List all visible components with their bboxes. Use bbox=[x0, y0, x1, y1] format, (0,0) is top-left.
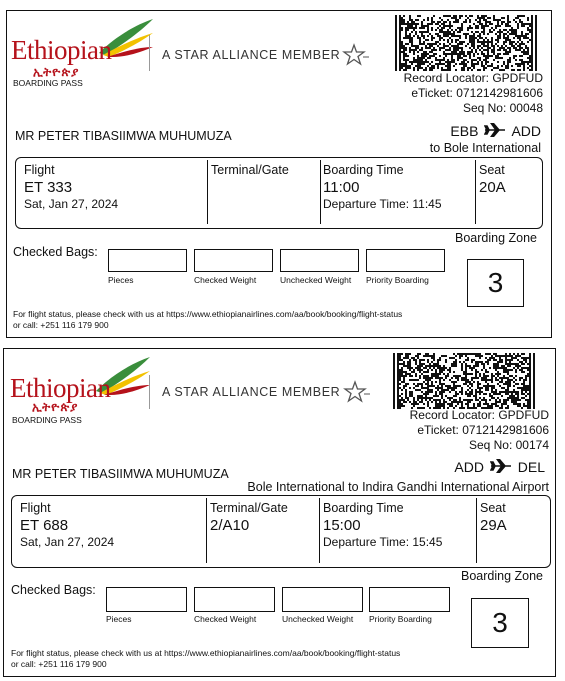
separator bbox=[320, 160, 321, 224]
bag-unchecked-weight-field bbox=[282, 587, 363, 612]
flight-label: Flight bbox=[20, 501, 51, 515]
bag-field-label: Priority Boarding bbox=[369, 614, 432, 624]
flight-status-note: For flight status, please check with us at https://www.ethiopianairlines.com/aa/book/booking/flight-status bbox=[13, 309, 403, 319]
airplane-icon bbox=[484, 123, 506, 137]
bag-field-label: Unchecked Weight bbox=[282, 614, 354, 624]
eticket-number: eTicket: 0712142981606 bbox=[417, 423, 549, 437]
bag-checked-weight-field bbox=[194, 587, 275, 612]
doc-label: BOARDING PASS bbox=[12, 415, 82, 425]
star-alliance-icon bbox=[342, 380, 370, 404]
boarding-zone-number: 3 bbox=[471, 598, 529, 648]
destination-code: ADD bbox=[511, 123, 541, 139]
flight-date: Sat, Jan 27, 2024 bbox=[20, 535, 115, 549]
terminal-label: Terminal/Gate bbox=[211, 163, 289, 177]
boarding-zone-label: Boarding Zone bbox=[460, 569, 543, 583]
origin-code: ADD bbox=[454, 459, 484, 475]
logo-amharic: ኢትዮጵያ bbox=[32, 400, 79, 414]
doc-label: BOARDING PASS bbox=[13, 78, 83, 88]
flight-number: ET 333 bbox=[24, 179, 73, 196]
route-codes bbox=[454, 459, 545, 475]
boarding-zone-number: 3 bbox=[467, 259, 524, 307]
flight-details-box bbox=[15, 157, 543, 229]
terminal-gate: 2/A10 bbox=[210, 517, 250, 534]
destination-code: DEL bbox=[517, 459, 545, 475]
boarding-time: 11:00 bbox=[323, 179, 360, 196]
flight-label: Flight bbox=[24, 163, 55, 177]
seat-label: Seat bbox=[479, 163, 505, 177]
contact-phone: or call: +251 116 179 900 bbox=[13, 320, 109, 330]
boarding-time-label: Boarding Time bbox=[323, 501, 404, 515]
boarding-time-label: Boarding Time bbox=[323, 163, 404, 177]
logo-divider bbox=[149, 375, 150, 409]
flight-details-box bbox=[11, 495, 551, 568]
sequence-number: Seq No: 00048 bbox=[462, 101, 543, 115]
flight-date: Sat, Jan 27, 2024 bbox=[24, 197, 119, 211]
departure-time: Departure Time: 11:45 bbox=[323, 197, 442, 211]
bag-field-label: Pieces bbox=[106, 614, 132, 624]
bag-pieces-field bbox=[108, 249, 187, 272]
checked-bags-label: Checked Bags: bbox=[11, 583, 96, 597]
passenger-name: MR PETER TIBASIIMWA MUHUMUZA bbox=[15, 129, 232, 143]
route-codes bbox=[450, 123, 541, 139]
boarding-time: 15:00 bbox=[323, 517, 361, 534]
boarding-zone-label: Boarding Zone bbox=[454, 231, 537, 245]
logo-wordmark: Ethiopian bbox=[11, 35, 112, 65]
record-locator: Record Locator: GPDFUD bbox=[403, 71, 543, 85]
bag-priority-field bbox=[366, 249, 445, 272]
bag-field-label: Pieces bbox=[108, 275, 134, 285]
bag-priority-field bbox=[369, 587, 450, 612]
logo-wordmark: Ethiopian bbox=[10, 373, 111, 403]
route-description: to Bole International bbox=[429, 141, 541, 155]
separator bbox=[475, 160, 476, 224]
logo-amharic: ኢትዮጵያ bbox=[33, 65, 80, 79]
eticket-number: eTicket: 0712142981606 bbox=[411, 86, 543, 100]
separator bbox=[476, 498, 477, 563]
seat-label: Seat bbox=[480, 501, 506, 515]
terminal-label: Terminal/Gate bbox=[210, 501, 288, 515]
bag-field-label: Unchecked Weight bbox=[280, 275, 352, 285]
bag-checked-weight-field bbox=[194, 249, 273, 272]
route-description: Bole International to Indira Gandhi International Airport bbox=[247, 480, 549, 494]
seat-number: 29A bbox=[480, 517, 507, 534]
contact-phone: or call: +251 116 179 900 bbox=[11, 659, 107, 669]
flight-status-note: For flight status, please check with us at https://www.ethiopianairlines.com/aa/book/booking/flight-status bbox=[11, 648, 401, 658]
bag-field-label: Checked Weight bbox=[194, 614, 257, 624]
alliance-text: A STAR ALLIANCE MEMBER bbox=[162, 48, 341, 62]
alliance-text: A STAR ALLIANCE MEMBER bbox=[162, 385, 341, 399]
boarding-pass-2 bbox=[3, 348, 556, 677]
logo-divider bbox=[149, 35, 150, 71]
flight-number: ET 688 bbox=[20, 517, 69, 534]
bag-pieces-field bbox=[106, 587, 187, 612]
airplane-icon bbox=[490, 459, 512, 473]
origin-code: EBB bbox=[450, 123, 479, 139]
bag-unchecked-weight-field bbox=[280, 249, 359, 272]
boarding-pass-1 bbox=[6, 10, 552, 338]
sequence-number: Seq No: 00174 bbox=[468, 438, 549, 452]
departure-time: Departure Time: 15:45 bbox=[323, 535, 443, 549]
checked-bags-label: Checked Bags: bbox=[13, 245, 98, 259]
barcode bbox=[395, 15, 537, 71]
bag-field-label: Priority Boarding bbox=[366, 275, 429, 285]
bag-field-label: Checked Weight bbox=[194, 275, 257, 285]
star-alliance-icon bbox=[341, 43, 369, 67]
seat-number: 20A bbox=[479, 179, 506, 196]
record-locator: Record Locator: GPDFUD bbox=[409, 408, 549, 422]
barcode bbox=[393, 353, 535, 409]
passenger-name: MR PETER TIBASIIMWA MUHUMUZA bbox=[12, 467, 229, 481]
separator bbox=[207, 160, 208, 224]
separator bbox=[206, 498, 207, 563]
separator bbox=[319, 498, 320, 563]
